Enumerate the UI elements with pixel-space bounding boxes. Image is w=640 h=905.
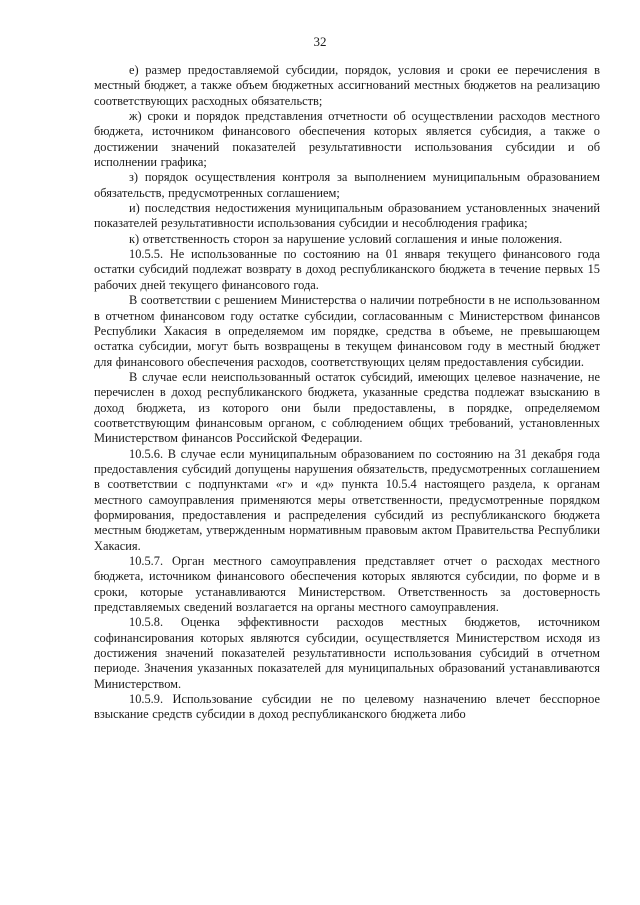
paragraph-10-5-7: 10.5.7. Орган местного самоуправления представляет отчет о расходах местного бюджета, источником финансового обеспечения которых являются субсидии, по форме и в сроки, которые устанавливаются Министерством. Ответственность за достоверность представляемых сведений возлагается на органы местного самоуправления. — [94, 554, 600, 615]
paragraph-subitem-k: к) ответственность сторон за нарушение условий соглашения и иные положения. — [129, 231, 563, 246]
paragraph-unused-balance: В случае если неиспользованный остаток субсидий, имеющих целевое назначение, не перечислен в доход республиканского бюджета, указанные средства подлежат взысканию в доход бюджета, из которого они были предоставлены, в порядке, определяемом соответствующим финансовым органом, с соблюдением общих требований, установленных Министерством финансов Российской Федерации. — [94, 369, 600, 446]
paragraph-subitem-i: и) последствия недостижения муниципальным образованием установленных значений показателей результативности использования субсидии и несоблюдения графика; — [94, 201, 600, 231]
paragraph-10-5-8: 10.5.8. Оценка эффективности расходов местных бюджетов, источником софинансирования которых являются субсидии, осуществляется Министерством исходя из достижения значений показателей результативности использования субсидий в отчетном периоде. Значения указанных показателей для муниципальных образований устанавливаются Министерством. — [94, 615, 600, 691]
paragraph-subitem-z: з) порядок осуществления контроля за выполнением муниципальным образованием обязательств, предусмотренных соглашением; — [94, 170, 600, 200]
paragraph-10-5-5: 10.5.5. Не использованные по состоянию на 01 января текущего финансового года остатки субсидий подлежат возврату в доход республиканского бюджета в течение первых 15 рабочих дней текущего финансового года. — [94, 247, 600, 292]
page-number: 32 — [313, 34, 327, 49]
paragraph-subitem-zh: ж) сроки и порядок представления отчетности об осуществлении расходов местного бюджета, источником финансового обеспечения которых является субсидия, а также о достижении значений показателей результативности использования субсидии и об исполнении графика; — [94, 109, 600, 170]
paragraph-subitem-e: е) размер предоставляемой субсидии, порядок, условия и сроки ее перечисления в местный бюджет, а также объем бюджетных ассигнований местных бюджетов на реализацию соответствующих расходных обязательств; — [94, 63, 600, 108]
paragraph-10-5-9: 10.5.9. Использование субсидии не по целевому назначению влечет бесспорное взыскание средств субсидии в доход республиканского бюджета либо — [94, 692, 600, 722]
document-body — [94, 63, 600, 723]
paragraph-10-5-6: 10.5.6. В случае если муниципальным образованием по состоянию на 31 декабря года предоставления субсидий допущены нарушения обязательств, предусмотренных соглашением в соответствии с подпунктами «г» и «д» пункта 10.5.4 настоящего раздела, к органам местного самоуправления применяются меры ответственности, предусмотренные порядком формирования, предоставления и распределения субсидий из республиканского бюджета местным бюджетам, утвержденным нормативным правовым актом Правительства Республики Хакасия. — [94, 446, 600, 553]
paragraph-ministry-decision: В соответствии с решением Министерства о наличии потребности в не использованном в отчетном финансовом году остатке субсидии, согласованным с Министерством финансов Республики Хакасия в определяемом им порядке, средства в объеме, не превышающем остатка субсидии, могут быть возвращены в текущем финансовом году в местный бюджет для финансового обеспечения расходов, соответствующих целям предоставления субсидии. — [94, 293, 600, 369]
